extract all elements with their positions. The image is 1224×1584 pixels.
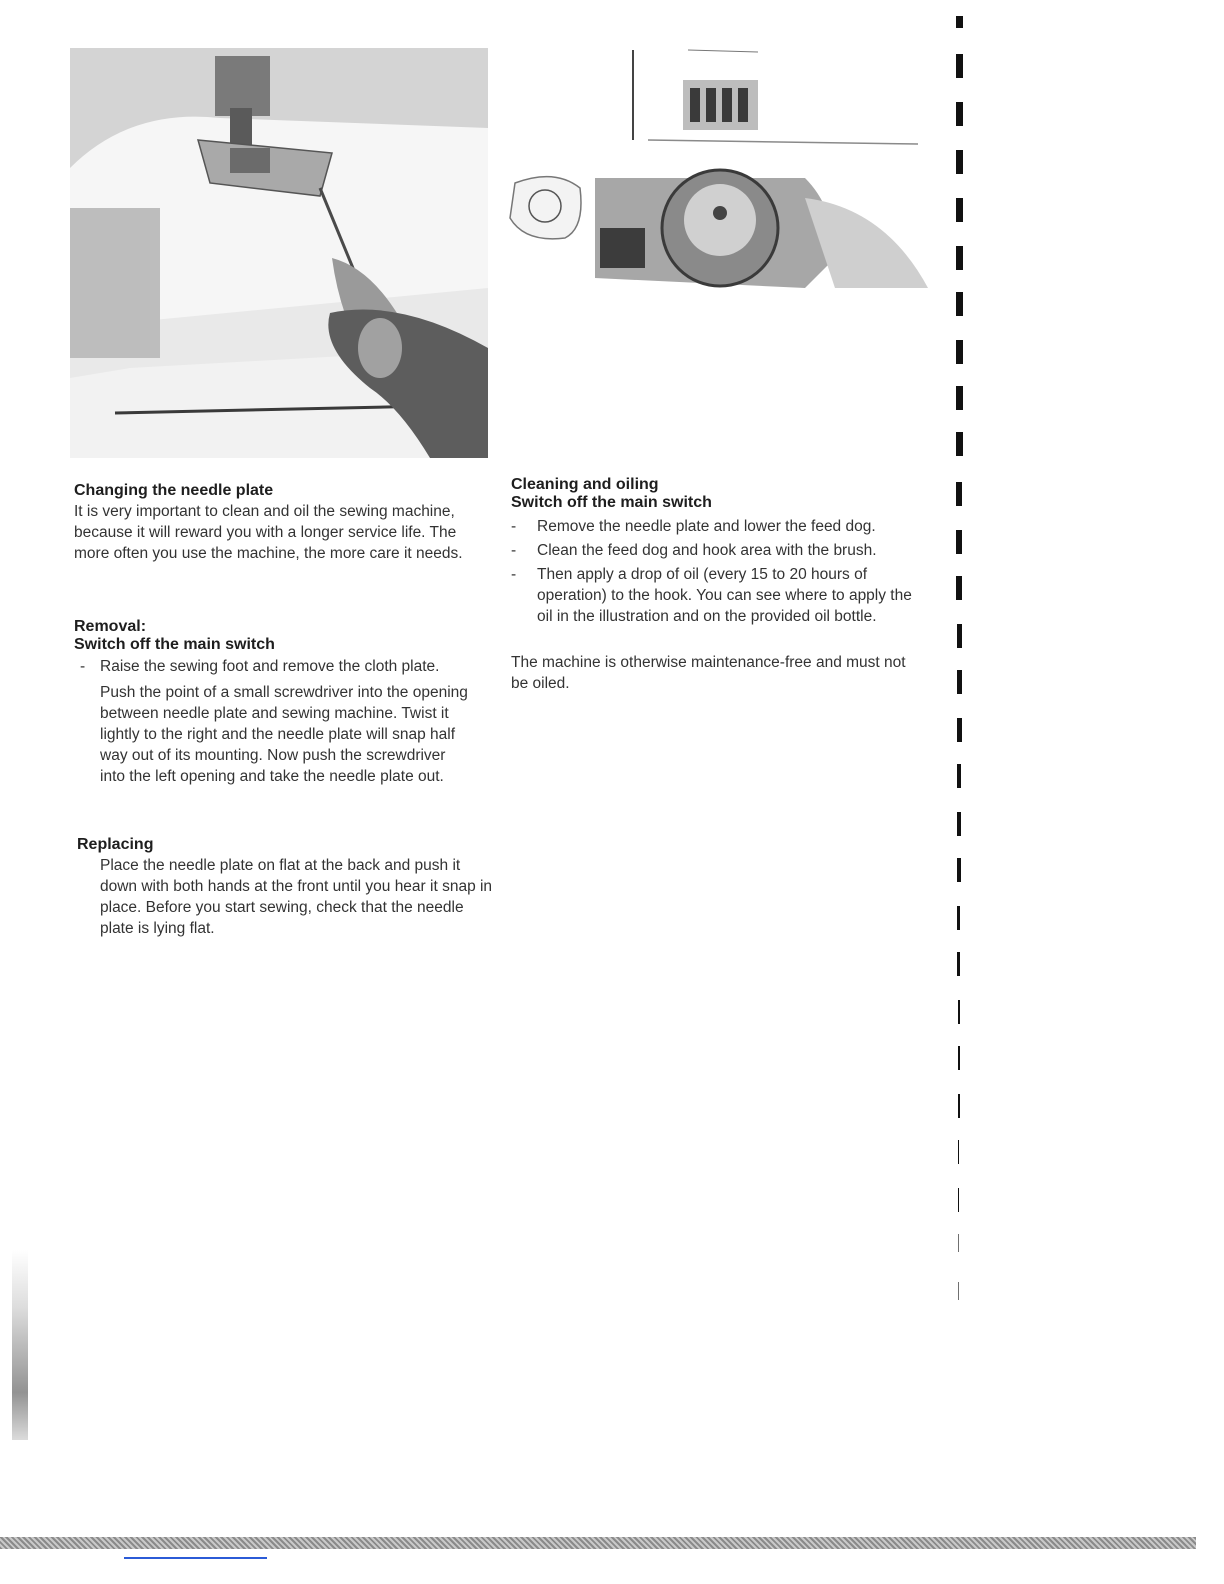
margin-mark [957, 952, 960, 976]
margin-mark [957, 624, 962, 648]
footer-link-underline [124, 1557, 267, 1559]
cleaning-step-dash: - [511, 566, 517, 583]
margin-mark [956, 432, 963, 456]
margin-mark [957, 718, 962, 742]
margin-mark [957, 764, 961, 788]
margin-mark [956, 340, 963, 364]
scan-footer-band [0, 1537, 1196, 1549]
needle-plate-photo [70, 48, 488, 458]
removal-switch-off-heading: Switch off the main switch [74, 636, 275, 653]
cleaning-step [511, 564, 931, 627]
margin-mark [958, 1282, 959, 1300]
removal-heading: Removal: [74, 618, 147, 635]
replacing-paragraph: Place the needle plate on flat at the back and push it down with both hands at the front until you hear it snap in place. Before you start sewing, check that the needle plate is lying flat. [100, 857, 493, 937]
needle-plate-illustration [70, 48, 488, 458]
removal-step-dash: - [80, 658, 86, 675]
margin-mark [956, 54, 963, 78]
margin-mark [957, 858, 961, 882]
margin-mark [956, 246, 963, 270]
margin-mark [958, 1000, 960, 1024]
cleaning-switch-off-heading: Switch off the main switch [511, 494, 712, 511]
margin-mark [958, 1188, 959, 1212]
margin-mark [956, 198, 963, 222]
cleaning-steps-list [511, 516, 931, 630]
cleaning-step [511, 540, 931, 561]
removal-step-text: Raise the sewing foot and remove the cloth plate. [100, 658, 440, 675]
cleaning-step [511, 516, 931, 537]
margin-mark [958, 1234, 959, 1252]
changing-needle-plate-heading: Changing the needle plate [74, 482, 274, 499]
cleaning-step-text: Remove the needle plate and lower the feed dog. [537, 518, 876, 535]
cleaning-step-text: Clean the feed dog and hook area with the brush. [537, 542, 877, 559]
cleaning-step-dash: - [511, 518, 517, 535]
replacing-heading: Replacing [77, 836, 154, 853]
hook-area-top-photo [628, 40, 928, 150]
margin-mark [958, 1094, 960, 1118]
margin-mark [956, 150, 963, 174]
cleaning-step-dash: - [511, 542, 517, 559]
margin-mark [956, 386, 963, 410]
margin-mark [958, 1140, 959, 1164]
scan-edge-artifact [12, 1250, 28, 1440]
hook-oiling-photo [505, 168, 928, 298]
margin-mark [956, 530, 962, 554]
hook-area-top-illustration [628, 40, 928, 150]
margin-mark [956, 102, 963, 126]
margin-mark [956, 292, 963, 316]
removal-paragraph: Push the point of a small screwdriver into the opening between needle plate and sewing machine. Twist it lightly to the right and the needle plate will snap half way out of its mounting. Now push the screwdriver into the left opening and take the needle plate out. [100, 684, 468, 785]
hook-oiling-illustration [505, 168, 928, 298]
margin-mark [956, 576, 962, 600]
margin-registration-marks [950, 12, 970, 1312]
margin-mark [957, 812, 961, 836]
margin-mark [956, 16, 963, 28]
margin-mark [957, 670, 962, 694]
margin-mark [957, 906, 960, 930]
margin-mark [956, 482, 962, 506]
intro-paragraph: It is very important to clean and oil the sewing machine, because it will reward you with a longer service life. The more often you use the machine, the more care it needs. [74, 503, 463, 562]
maintenance-note: The machine is otherwise maintenance-free and must not be oiled. [511, 654, 906, 692]
cleaning-oiling-heading: Cleaning and oiling [511, 476, 659, 493]
margin-mark [958, 1046, 960, 1070]
cleaning-step-text: Then apply a drop of oil (every 15 to 20 hours of operation) to the hook. You can see where to apply the oil in the illustration and on the provided oil bottle. [537, 566, 912, 625]
